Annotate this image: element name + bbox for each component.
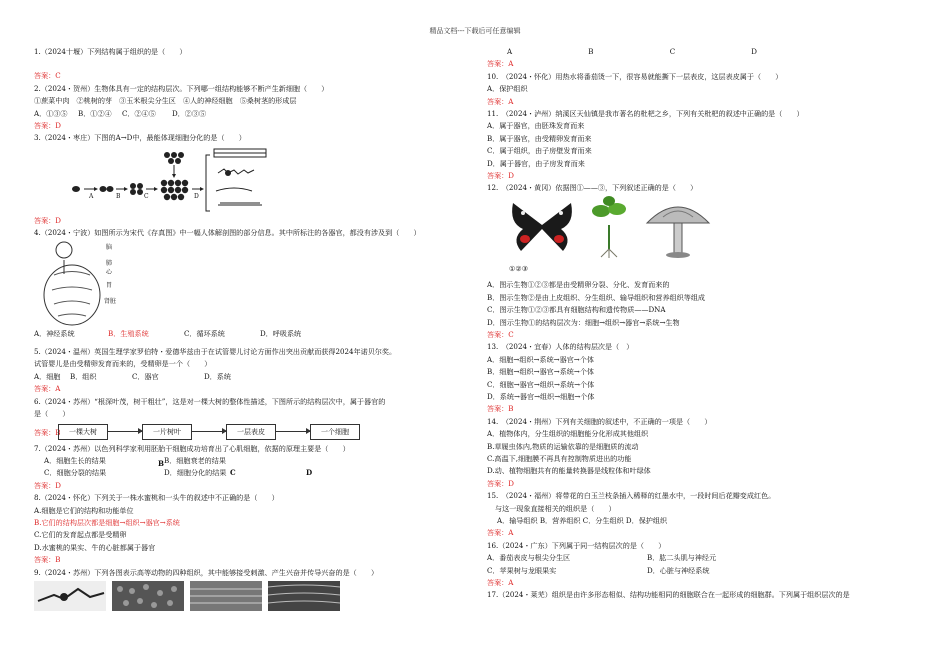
structure-chain (34, 421, 474, 443)
organ-label: 胃 (106, 281, 113, 289)
option-b: B．图示生物②是由上皮组织、分生组织、输导组织和营养组织等组成 (487, 292, 706, 302)
question-10-option: A．保护组织 (487, 84, 528, 94)
question-2: 2.（2024・贺州）生物体具有一定的结构层次。下列哪一组结构能够不断产生新细胞（ ） (34, 83, 329, 93)
answer-10: 答案：A (487, 96, 514, 106)
question-14: 14. （2024・荆州）下列有关细胞的叙述中，不正确的一项是（ ） (487, 416, 712, 426)
muscle-tissue-image (268, 581, 340, 611)
question-5-b: 试管婴儿是由受精卵发育而来的，受精卵是一个（ ） (34, 359, 212, 369)
question-4: 4.（2024・宁波）如图所示为宋代《存真图》中一幅人体解剖图的部分信息。其中所标注的各器官，都没有涉及到（ ） (34, 228, 421, 238)
chain-letter: B (158, 458, 164, 468)
right-column (487, 46, 917, 602)
option-b: B．①②④ (78, 108, 112, 118)
chain-epidermis: 一层表皮 (226, 424, 276, 440)
anatomy-figure (34, 240, 474, 328)
option-c: C．循环系统 (184, 328, 225, 338)
question-12-numbers: ①②③ (509, 263, 529, 273)
answer-8: 答案：B (34, 555, 61, 565)
option-d: D．系统 (204, 371, 231, 381)
option-b: B．肱二头肌与神经元 (647, 553, 717, 563)
answer-13: 答案：B (487, 404, 514, 414)
answer-3: 答案：D (34, 215, 61, 225)
answer-12: 答案：C (487, 329, 514, 339)
label-d: D (194, 192, 199, 200)
option-c: C．②④⑤ (122, 108, 156, 118)
option-a: A．番茄表皮与根尖分生区 (487, 553, 571, 563)
question-2-options (34, 108, 474, 120)
question-12: 12. （2024・黄冈）依据图①——③，下列叙述正确的是（ ） (487, 183, 698, 193)
question-3: 3.（2024・枣庄）下图的A→D中，最能体现细胞分化的是（ ） (34, 133, 246, 143)
question-4-tail: （ ） (392, 228, 421, 238)
left-column (34, 46, 474, 611)
option-c: C．细胞→器官→组织→系统→个体 (487, 379, 595, 389)
chain-letter: D (306, 467, 313, 477)
question-13: 13. （2024・宜春）人体的结构层次是（ ） (487, 342, 634, 352)
answer-6: 答案：B (34, 427, 61, 437)
question-2-items: ①蔗菜中肉 ②桃树的芽 ③玉米根尖分生区 ④人的神经细胞 ⑤桑树茎的形成层 (34, 96, 297, 106)
option-b: B．细胞衰老的结果 (164, 455, 226, 465)
label-a: A (89, 192, 94, 200)
question-15: 15. （2024・福州）将带花的白玉兰枝条插入稀释的红墨水中，一段时间后花瓣变成红色。 (487, 491, 776, 501)
option-d: D．属于器官，由子房发育而来 (487, 158, 585, 168)
option-c: C．图示生物①②③都具有细胞结构和遗传物质——DNA (487, 305, 666, 315)
label-d: D (751, 47, 757, 56)
page-header: 精品文档---下载后可任意编辑 (429, 27, 521, 35)
question-16: 16.（2024・广东）下列属于同一结构层次的是（ ） (487, 540, 666, 550)
organ-label: 肾脏 (104, 297, 117, 305)
question-6: 6.（2024・苏州）“根深叶茂，树干粗壮”，这是对一棵大树的整体性描述，下图所示的结构层次中，属于器官的 (34, 396, 386, 406)
question-5: 5.（2024・温州）英国生理学家罗伯特・爱德华兹由于在试管婴儿讨论方面作出突出贡献而获得2024年诺贝尔奖。 (34, 347, 397, 357)
tissue-images (34, 581, 474, 611)
option-d: D．图示生物①的结构层次为：细胞→组织→器官→系统→生物 (487, 317, 680, 327)
label-b: B (116, 192, 121, 200)
option-b: B．组织 (70, 371, 97, 381)
option-c: C．细胞分裂的结果 (44, 468, 107, 478)
organ-label: 心 (106, 268, 113, 276)
option-b: B.它们的结构层次都是细胞→组织→器官→系统 (34, 517, 180, 527)
question-15-b: 与这一现象直接相关的组织是（ ） (495, 503, 616, 513)
question-9: 9.（2024・苏州）下列各图表示高等动物的四种组织，其中能够接受刺激、产生兴奋并传导兴奋的是（ ） (34, 567, 379, 577)
question-11: 11. （2024・泸州）纳溪区天仙镇是我市著名的枇杷之乡，下列有关枇杷的叙述中正确的是（ ） (487, 109, 804, 119)
question-17: 17.（2024・莱芜）组织是由许多形态相似、结构功能相同的细胞联合在一起形成的细胞群。下列属于组织层次的是 (487, 590, 850, 600)
organ-label: 脑 (106, 243, 113, 251)
connective-tissue-image (190, 581, 262, 611)
question-10: 10. （2024・怀化）用热水将番茄烫一下，很容易就能撕下一层表皮，这层表皮属于（ ） (487, 71, 783, 81)
chain-leaf: 一片树叶 (142, 424, 192, 440)
option-a: A．细胞→组织→系统→器官→个体 (487, 354, 594, 364)
answer-1: 答案：C (34, 71, 61, 81)
option-a: A．神经系统 (34, 328, 75, 338)
question-6-b: 是（ ） (34, 409, 70, 419)
option-d: D．系统→器官→组织→细胞→个体 (487, 391, 595, 401)
option-b: B．细胞→组织→器官→系统→个体 (487, 367, 595, 377)
question-7-options (34, 455, 474, 467)
answer-11: 答案：D (487, 171, 514, 181)
answer-15: 答案：A (487, 528, 514, 538)
label-a: A (507, 47, 513, 56)
option-d: D．②③⑤ (172, 108, 207, 118)
option-c: C．器官 (132, 371, 159, 381)
question-5-options (34, 371, 474, 383)
option-b: B．生殖系统 (108, 328, 149, 338)
chain-letter: C (230, 467, 236, 477)
option-a: A.细胞是它们的结构和功能单位 (34, 505, 134, 515)
question-1: 1.（2024十堰）下列结构属于组织的是（ ） (34, 47, 187, 56)
cell-division-figure (34, 145, 274, 215)
plant-image (589, 195, 629, 259)
option-c: C.它们的发育起点都是受精卵 (34, 530, 127, 540)
question-4-options (34, 328, 474, 340)
nerve-tissue-image (34, 581, 106, 611)
chain-cell: 一个细胞 (310, 424, 360, 440)
question-9-labels (507, 46, 757, 58)
option-c: C.高温下,细胞膜不再具有控制物质进出的功能 (487, 453, 632, 463)
label-b: B (588, 47, 594, 56)
arrow-icon (108, 431, 142, 432)
option-c: C．苹果树与龙眼果实 (487, 565, 557, 575)
option-d: D．呼吸系统 (260, 328, 302, 338)
label-c: C (669, 47, 676, 56)
mushroom-image (643, 195, 713, 259)
answer-9: 答案：A (487, 59, 514, 69)
question-7: 7.（2024・苏州）以色列科学家利用胚胎干细胞成功培育出了心肌细胞，依据的原理主要是（ ） (34, 443, 350, 453)
option-a: A．细胞 (34, 371, 61, 381)
option-d: D.动、植物细胞共有的能量转换器是线粒体和叶绿体 (487, 466, 651, 476)
chain-tree: 一棵大树 (58, 424, 108, 440)
answer-2: 答案：D (34, 121, 61, 131)
option-a: A．图示生物①②③都是由受精卵分裂、分化、发育而来的 (487, 280, 670, 290)
answer-7: 答案：D (34, 480, 61, 490)
answer-14: 答案：D (487, 478, 514, 488)
arrow-icon (192, 431, 226, 432)
answer-5: 答案：A (34, 384, 61, 394)
organism-images (509, 195, 917, 263)
organ-label: 肺 (106, 259, 113, 267)
label-c: C (144, 192, 149, 200)
question-15-options: A．输导组织 B．营养组织 C．分生组织 D．保护组织 (497, 516, 668, 525)
option-a: A．细胞生长的结果 (44, 455, 106, 465)
answer-16: 答案：A (487, 578, 514, 588)
arrow-icon (276, 431, 310, 432)
option-a: A．①③⑤ (34, 108, 68, 118)
option-d: D.水蜜桃的果实、牛的心脏都属于器官 (34, 542, 156, 552)
option-a: A．属于器官，由胚珠发育而来 (487, 121, 585, 131)
option-d: D．心脏与神经系统 (647, 565, 710, 575)
epithelial-tissue-image (112, 581, 184, 611)
option-b: B．属于器官，由受精卵发育而来 (487, 133, 592, 143)
option-d: D．细胞分化的结果 (164, 468, 227, 478)
question-8: 8.（2024・怀化）下列关于一株水蜜桃和一头牛的叙述中不正确的是（ ） (34, 493, 279, 503)
butterfly-image (509, 195, 575, 255)
option-a: A．植物体内，分生组织的细胞能分化形成其他组织 (487, 429, 649, 439)
option-b: B.草履虫体内,物质的运输依靠的是细胞质的流动 (487, 441, 639, 451)
option-c: C．属于组织，由子房壁发育而来 (487, 146, 592, 156)
question-16-options (487, 552, 917, 564)
